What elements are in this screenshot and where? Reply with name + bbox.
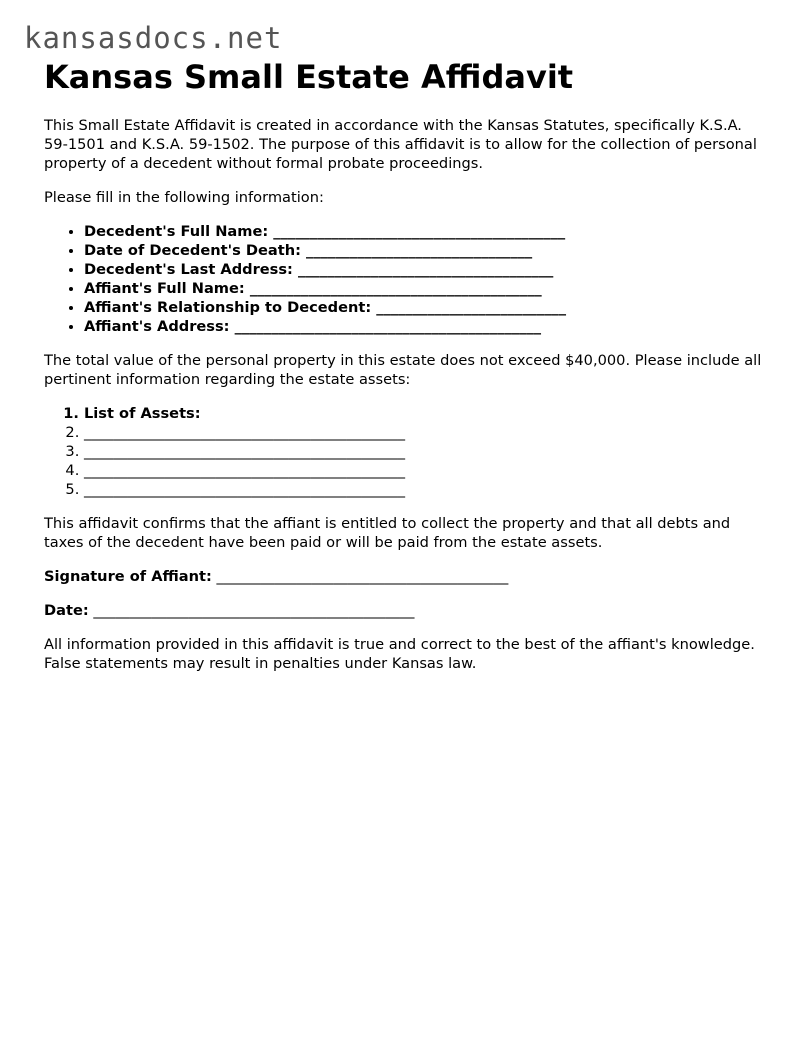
- total-value-paragraph: The total value of the personal property in this estate does not exceed $40,000. Please include all pertinent information regarding the estate assets:: [44, 352, 762, 388]
- field-decedent-last-address: • Decedent's Last Address: ___________________________________: [84, 260, 764, 279]
- signature-label: Signature of Affiant:: [44, 568, 212, 585]
- affidavit-document: [44, 58, 764, 673]
- signature-blank: ________________________________________: [216, 568, 509, 585]
- fill-in-prompt: Please fill in the following information:: [44, 189, 324, 206]
- date-line: [44, 601, 764, 620]
- date-blank: ____________________________________________: [93, 602, 415, 619]
- final-statement-paragraph: All information provided in this affidavit is true and correct to the best of the affiant's knowledge. False statements may result in penalties under Kansas law.: [44, 636, 755, 672]
- document-title: Kansas Small Estate Affidavit: [44, 58, 574, 96]
- field-affiant-address: • Affiant's Address: __________________________________________: [84, 317, 764, 336]
- information-fields-list: [44, 222, 764, 336]
- field-affiant-full-name: • Affiant's Full Name: ________________________________________: [84, 279, 764, 298]
- date-label: Date:: [44, 602, 89, 619]
- asset-line: 2. ____________________________________________: [84, 423, 764, 442]
- field-affiant-relationship: • Affiant's Relationship to Decedent: __________________________: [84, 298, 764, 317]
- assets-list: [44, 404, 764, 499]
- asset-line: 5. ____________________________________________: [84, 480, 764, 499]
- asset-line: 3. ____________________________________________: [84, 442, 764, 461]
- assets-heading: 1. List of Assets:: [84, 404, 764, 423]
- site-watermark: kansasdocs.net: [24, 21, 283, 55]
- asset-line: 4. ____________________________________________: [84, 461, 764, 480]
- field-date-of-death: • Date of Decedent's Death: _______________________________: [84, 241, 764, 260]
- field-decedent-full-name: • Decedent's Full Name: ________________________________________: [84, 222, 764, 241]
- signature-line: [44, 567, 764, 586]
- intro-paragraph: This Small Estate Affidavit is created in accordance with the Kansas Statutes, specifically K.S.A. 59-1501 and K.S.A. 59-1502. The purpose of this affidavit is to allow for the collection of personal property of a decedent without formal probate proceedings.: [44, 117, 757, 172]
- confirmation-paragraph: This affidavit confirms that the affiant is entitled to collect the property and that all debts and taxes of the decedent have been paid or will be paid from the estate assets.: [44, 515, 731, 551]
